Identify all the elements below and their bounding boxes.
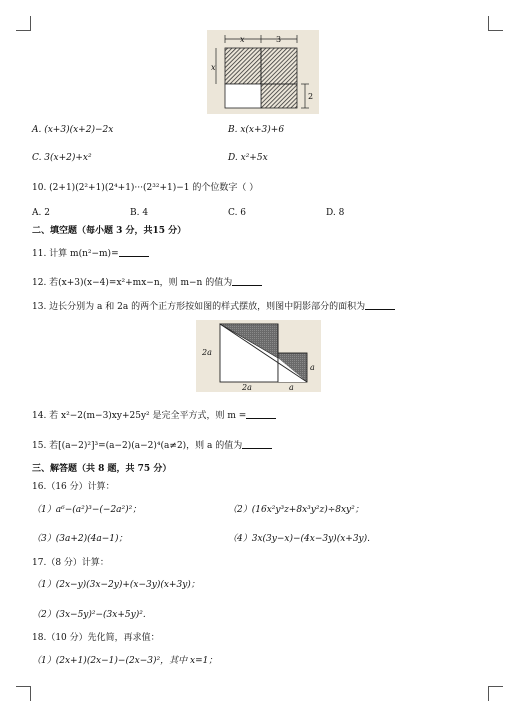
crop-mark — [488, 686, 503, 701]
question-14: 14. 若 x²−2(m−3)xy+25y² 是完全平方式，则 m = — [32, 409, 276, 422]
q16-part-2: （2）(16x²y³z+8x³y²z)÷8xy²； — [228, 505, 364, 515]
crop-mark — [16, 686, 31, 701]
q17-part-1: （1）(2x−y)(3x−2y)+(x−3y)(x+3y)； — [32, 580, 200, 590]
answer-blank — [119, 247, 149, 257]
question-12: 12. 若(x+3)(x−4)=x²+mx−n，则 m−n 的值为 — [32, 276, 262, 289]
option-d: D. x²+5x — [228, 153, 268, 163]
answer-blank — [365, 300, 395, 310]
option-a: A. (x+3)(x+2)−2x — [32, 125, 114, 135]
label-x-top: x — [240, 35, 245, 44]
q10-option-b: B. 4 — [130, 208, 149, 218]
q10-option-a: A. 2 — [32, 208, 50, 218]
question-10: 10. (2+1)(2²+1)(2⁴+1)···(2³²+1)−1 的个位数字（ ） — [32, 183, 259, 193]
q17-part-2: （2）(3x−5y)²−(3x+5y)². — [32, 610, 146, 620]
option-c: C. 3(x+2)+x² — [32, 153, 92, 163]
question-18: 18.（10 分）先化简，再求值： — [32, 633, 160, 643]
q16-part-1: （1）a⁶−(a²)³−(−2a²)²； — [32, 505, 142, 515]
white-rect — [225, 84, 261, 108]
label-a-bottom: a — [289, 383, 294, 392]
area-figure — [207, 30, 319, 114]
crop-mark — [488, 16, 503, 31]
shaded-square — [225, 48, 261, 84]
question-15: 15. 若[(a−2)²]³=(a−2)(a−2)⁴(a≠2)，则 a 的值为 — [32, 439, 272, 452]
question-13: 13. 边长分别为 a 和 2a 的两个正方形按如图的样式摆放，则图中阴影部分的面积为 — [32, 300, 395, 313]
q18-part-1: （1）(2x+1)(2x−1)−(2x−3)²，其中 x=1； — [32, 656, 218, 666]
q16-part-3: （3）(3a+2)(4a−1)； — [32, 534, 128, 544]
shaded-rect-top-right — [261, 48, 297, 84]
section-2-heading: 二、填空题（每小题 3 分，共15 分） — [32, 226, 187, 236]
answer-blank — [246, 409, 276, 419]
answer-blank — [232, 276, 262, 286]
shaded-rect-bottom-right — [261, 84, 297, 108]
q10-option-d: D. 8 — [326, 208, 345, 218]
label-2-right: 2 — [308, 92, 314, 101]
q10-option-c: C. 6 — [228, 208, 247, 218]
squares-figure — [196, 320, 321, 392]
crop-mark — [16, 16, 31, 31]
squares-figure-svg — [196, 320, 321, 392]
label-a-right: a — [310, 363, 315, 372]
question-17: 17.（8 分）计算： — [32, 558, 109, 568]
question-16: 16.（16 分）计算： — [32, 482, 115, 492]
label-2a-left: 2a — [202, 348, 212, 357]
section-3-heading: 三、解答题（共 8 题，共 75 分） — [32, 464, 172, 474]
question-11: 11. 计算 m(n²−m)= — [32, 247, 149, 260]
answer-blank — [242, 439, 272, 449]
q16-part-4: （4）3x(3y−x)−(4x−3y)(x+3y). — [228, 534, 371, 544]
label-2a-bottom: 2a — [242, 383, 252, 392]
label-x-left: x — [211, 63, 216, 72]
option-b: B. x(x+3)+6 — [228, 125, 285, 135]
label-3-top: 3 — [276, 35, 282, 44]
area-figure-svg — [207, 30, 319, 114]
